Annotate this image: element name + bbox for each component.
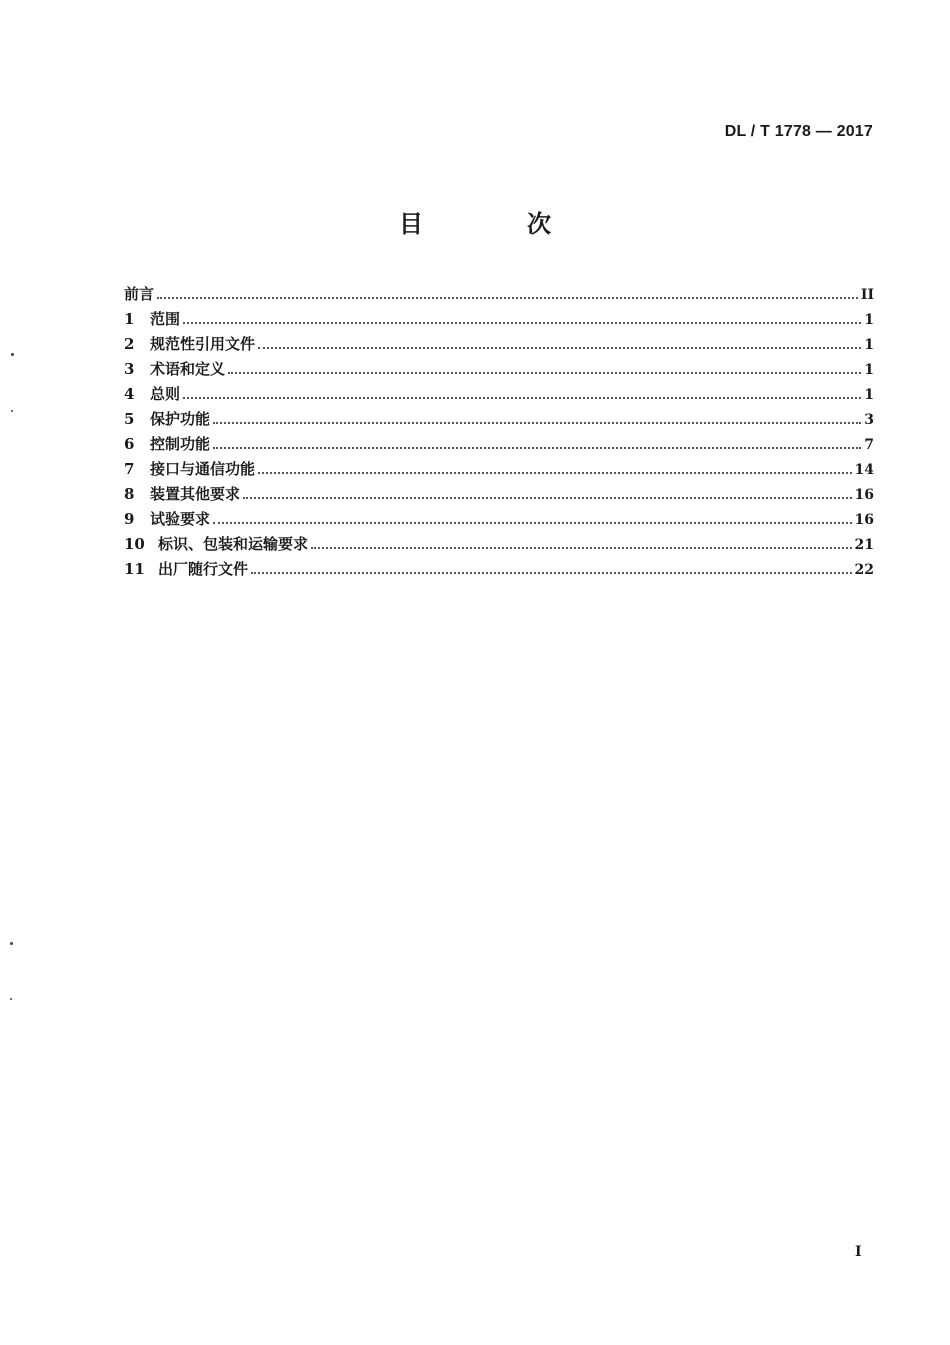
toc-entry-title: 规范性引用文件 [150,335,256,353]
toc-entry-title: 出厂随行文件 [158,560,249,578]
toc-entry-page: 1 [864,362,874,378]
toc-entry-title: 试验要求 [150,510,211,528]
dot-leader [258,471,852,474]
toc-entry-title: 前言 [124,285,155,303]
toc-entry-number: 9 [124,510,135,528]
toc-entry-title: 控制功能 [150,435,211,453]
page-title: 目 次 [399,210,591,238]
toc-entry[interactable] [124,332,874,357]
toc-entry-number: 4 [124,385,135,403]
dot-leader [251,571,852,574]
toc-entry-page: 16 [854,512,874,528]
toc-entry-page: 7 [864,437,874,453]
scan-speck [10,942,13,945]
toc-entry-page: 1 [864,337,874,353]
toc-entry[interactable] [124,282,874,307]
toc-entry-number: 8 [124,485,135,503]
dot-leader [213,521,852,524]
toc-entry[interactable] [124,357,874,382]
toc-entry-title: 范围 [150,310,181,328]
toc-entry-page: 1 [864,387,874,403]
toc-entry-number: 2 [124,335,135,353]
toc-entry-number: 6 [124,435,135,453]
toc-entry-number: 7 [124,460,135,478]
toc-entry-page: 1 [864,312,874,328]
toc-entry-number: 11 [124,560,145,578]
dot-leader [183,396,861,399]
toc-entry[interactable] [124,507,874,532]
toc-entry-page: 22 [854,562,874,578]
toc-entry-page: 21 [854,537,874,553]
toc-entry[interactable] [124,482,874,507]
toc-entry-page: 3 [864,412,874,428]
toc-entry[interactable] [124,557,874,582]
dot-leader [157,296,858,299]
toc-entry-title: 接口与通信功能 [150,460,256,478]
dot-leader [183,321,861,324]
dot-leader [213,421,861,424]
scan-speck [11,353,14,356]
toc-entry[interactable] [124,532,874,557]
toc-entry-page: 16 [854,487,874,503]
dot-leader [243,496,852,499]
scan-speck [10,998,12,1000]
dot-leader [258,346,861,349]
dot-leader [311,546,852,549]
toc-entry-page: 14 [854,462,874,478]
dot-leader [228,371,861,374]
page-number: I [855,1244,862,1260]
toc-entry-title: 总则 [150,385,181,403]
toc-entry-title: 术语和定义 [150,360,226,378]
table-of-contents [124,282,874,582]
toc-entry[interactable] [124,457,874,482]
toc-entry-number: 1 [124,310,135,328]
toc-entry-number: 5 [124,410,135,428]
toc-entry[interactable] [124,407,874,432]
scan-speck [11,410,13,412]
toc-entry-number: 3 [124,360,135,378]
toc-entry[interactable] [124,307,874,332]
dot-leader [213,446,861,449]
toc-entry-number: 10 [124,535,145,553]
toc-entry-page: II [860,287,874,303]
toc-entry[interactable] [124,432,874,457]
toc-entry-title: 装置其他要求 [150,485,241,503]
toc-entry[interactable] [124,382,874,407]
toc-entry-title: 保护功能 [150,410,211,428]
standard-code: DL / T 1778 — 2017 [724,123,873,140]
toc-entry-title: 标识、包装和运输要求 [158,535,309,553]
